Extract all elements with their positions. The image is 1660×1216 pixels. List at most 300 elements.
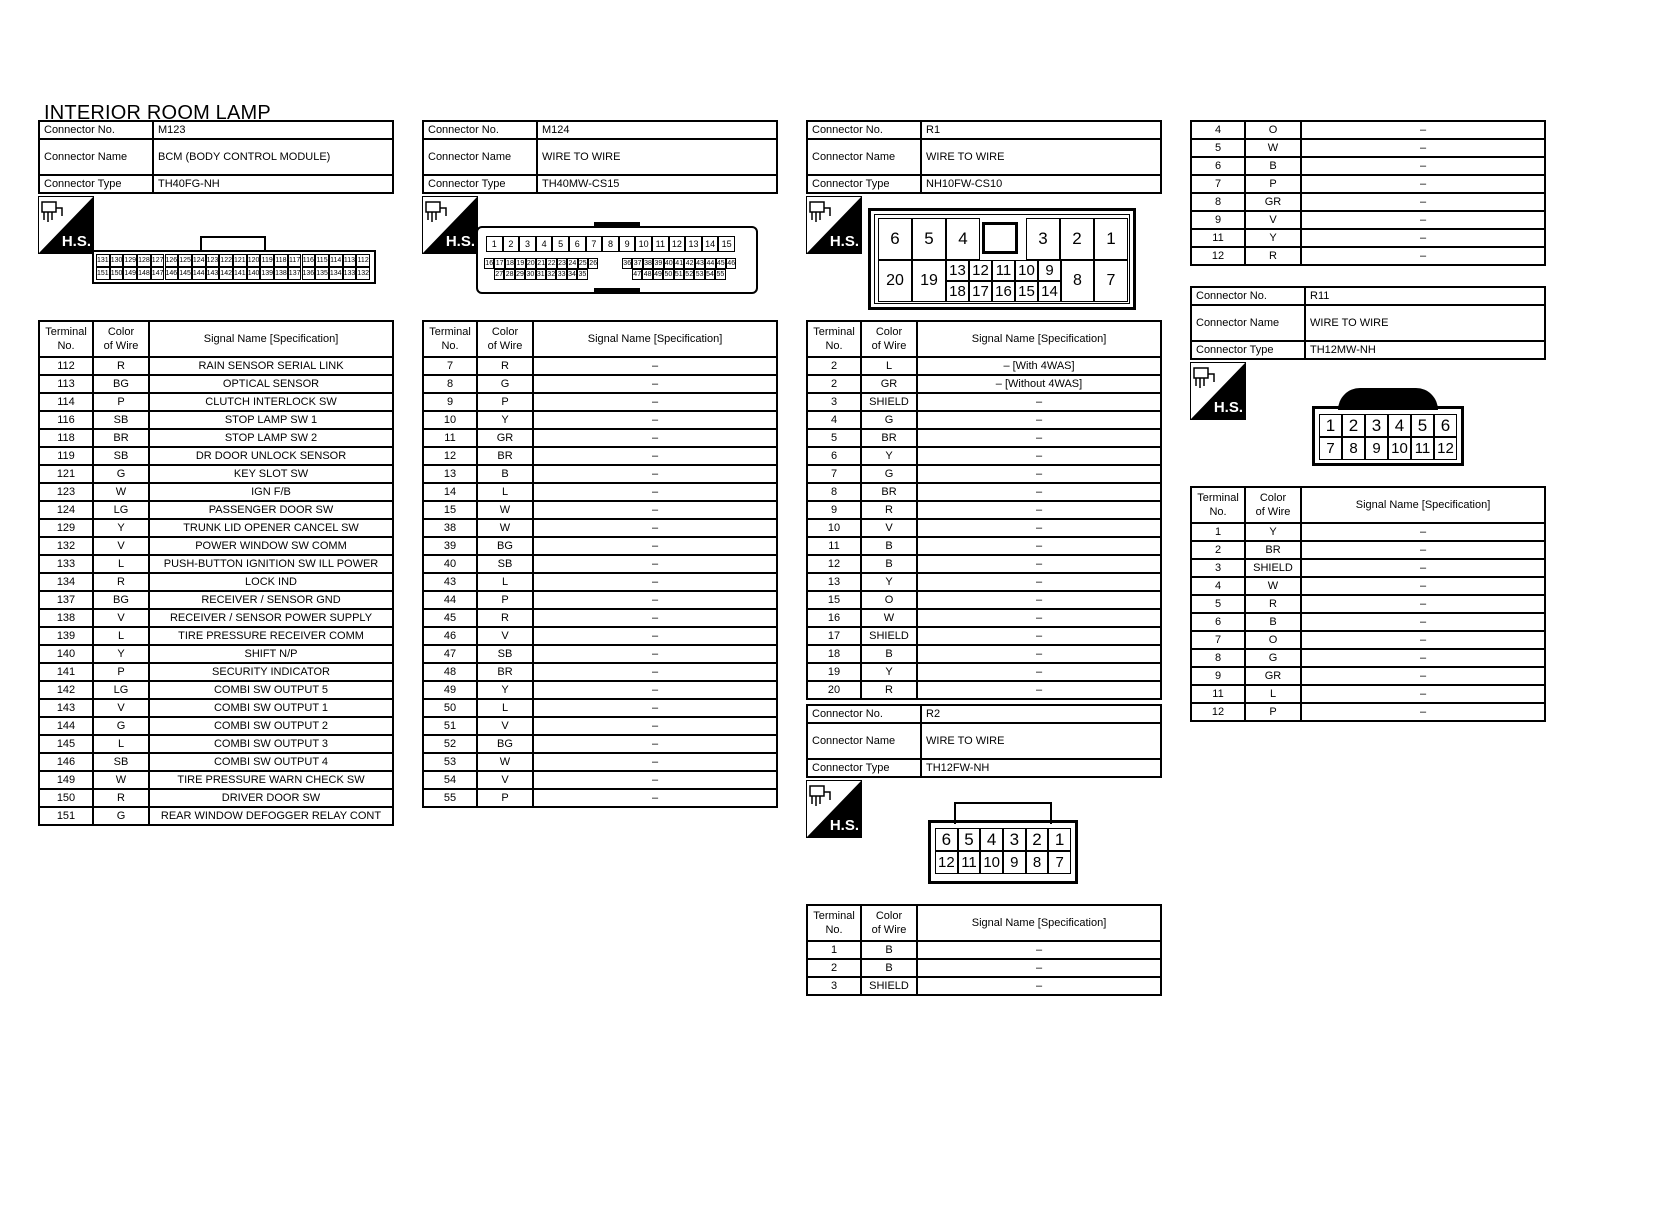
table-row bbox=[39, 699, 393, 717]
header-color-line1: Color bbox=[875, 910, 903, 922]
connector-key bbox=[594, 222, 640, 228]
signal-name: – bbox=[533, 627, 777, 645]
wire-color: L bbox=[93, 735, 149, 753]
terminal-no: 14 bbox=[423, 483, 477, 501]
table-row bbox=[423, 717, 777, 735]
table-header bbox=[423, 321, 777, 357]
wire-color: Y bbox=[93, 519, 149, 537]
wire-color: V bbox=[93, 699, 149, 717]
terminal-no: 40 bbox=[423, 555, 477, 573]
signal-name: – bbox=[533, 555, 777, 573]
signal-name: – bbox=[1301, 685, 1545, 703]
wire-color: P bbox=[1245, 703, 1301, 721]
wire-color: P bbox=[477, 591, 533, 609]
terminal-cell: 123 bbox=[206, 254, 220, 267]
terminal-cell: 40 bbox=[664, 260, 673, 267]
signal-name: DR DOOR UNLOCK SENSOR bbox=[149, 447, 393, 465]
label-connector-name: Connector Name bbox=[807, 139, 921, 175]
signal-name: – bbox=[1301, 139, 1545, 157]
terminal-no: 17 bbox=[807, 627, 861, 645]
signal-name: COMBI SW OUTPUT 2 bbox=[149, 717, 393, 735]
table-row bbox=[807, 411, 1161, 429]
terminal-cell: 19 bbox=[912, 260, 946, 302]
signal-name: – bbox=[1301, 121, 1545, 139]
table-row bbox=[423, 663, 777, 681]
terminal-cell: 28 bbox=[505, 271, 514, 278]
label-connector-no: Connector No. bbox=[1191, 287, 1305, 305]
signal-name: – bbox=[1301, 523, 1545, 541]
connector-info-m124 bbox=[422, 120, 778, 194]
terminal-no: 10 bbox=[423, 411, 477, 429]
table-row bbox=[1191, 247, 1545, 265]
signal-name: – bbox=[533, 537, 777, 555]
wire-color: BR bbox=[477, 663, 533, 681]
terminal-cell: 5 bbox=[1411, 414, 1434, 437]
terminal-no: 11 bbox=[1191, 229, 1245, 247]
label-connector-no: Connector No. bbox=[807, 705, 921, 723]
terminal-cell: 11 bbox=[992, 260, 1015, 281]
wire-color: R bbox=[1245, 247, 1301, 265]
header-terminal-line2: No. bbox=[57, 340, 75, 352]
terminal-cell: 129 bbox=[123, 254, 137, 267]
table-row bbox=[423, 573, 777, 591]
signal-name: – bbox=[917, 411, 1161, 429]
signal-name: – bbox=[533, 645, 777, 663]
table-row bbox=[807, 645, 1161, 663]
wire-color: G bbox=[93, 807, 149, 825]
terminal-cell: 1 bbox=[1319, 414, 1342, 437]
terminal-cell: 9 bbox=[1003, 851, 1026, 874]
signal-table-m124 bbox=[422, 320, 778, 808]
wire-color: LG bbox=[93, 501, 149, 519]
signal-name: RAIN SENSOR SERIAL LINK bbox=[149, 357, 393, 375]
terminal-cell: 25 bbox=[578, 260, 587, 267]
connector-info-r1 bbox=[806, 120, 1162, 194]
terminal-cell: 140 bbox=[247, 267, 261, 280]
table-row bbox=[423, 645, 777, 663]
terminal-cell: 2 bbox=[1060, 218, 1094, 260]
header-terminal-no bbox=[807, 905, 861, 941]
wire-color: GR bbox=[477, 429, 533, 447]
signal-name: – bbox=[1301, 229, 1545, 247]
table-header bbox=[807, 905, 1161, 941]
terminal-cell: 5 bbox=[958, 828, 981, 851]
header-terminal-no bbox=[423, 321, 477, 357]
signal-name: – bbox=[1301, 175, 1545, 193]
table-row bbox=[39, 447, 393, 465]
wire-color: SB bbox=[477, 645, 533, 663]
terminal-cell: 43 bbox=[696, 260, 704, 267]
terminal-cell: 16 bbox=[485, 260, 494, 267]
terminal-cell: 1 bbox=[1094, 218, 1128, 260]
signal-name: – bbox=[1301, 577, 1545, 595]
terminal-cell: 8 bbox=[1026, 851, 1049, 874]
label-connector-type: Connector Type bbox=[807, 759, 921, 777]
terminal-no: 12 bbox=[1191, 247, 1245, 265]
label-connector-type: Connector Type bbox=[39, 175, 153, 193]
wire-color: W bbox=[1245, 577, 1301, 595]
terminal-cell: 117 bbox=[288, 254, 302, 267]
table-row bbox=[423, 681, 777, 699]
wire-color: R bbox=[861, 681, 917, 699]
connector-blank-cavity bbox=[982, 222, 1018, 254]
hs-label: H.S. bbox=[1213, 399, 1243, 416]
wire-color: L bbox=[93, 627, 149, 645]
header-color-line2: of Wire bbox=[103, 340, 139, 352]
header-color-line2: of Wire bbox=[871, 924, 907, 936]
terminal-cell: 34 bbox=[568, 271, 576, 278]
table-row bbox=[39, 573, 393, 591]
terminal-no: 3 bbox=[1191, 559, 1245, 577]
terminal-no: 4 bbox=[1191, 577, 1245, 595]
signal-name: – bbox=[533, 681, 777, 699]
signal-name: – [With 4WAS] bbox=[917, 357, 1161, 375]
terminal-no: 139 bbox=[39, 627, 93, 645]
terminal-no: 141 bbox=[39, 663, 93, 681]
terminal-no: 11 bbox=[423, 429, 477, 447]
terminal-no: 9 bbox=[1191, 211, 1245, 229]
terminal-no: 2 bbox=[1191, 541, 1245, 559]
terminal-cell: 9 bbox=[1038, 260, 1061, 281]
signal-name: – bbox=[1301, 211, 1545, 229]
terminal-cell: 10 bbox=[1015, 260, 1038, 281]
wire-color: W bbox=[861, 609, 917, 627]
connector-type: TH12MW-NH bbox=[1305, 341, 1545, 359]
signal-name: – bbox=[533, 753, 777, 771]
terminal-no: 116 bbox=[39, 411, 93, 429]
terminal-cell: 26 bbox=[589, 260, 598, 267]
signal-name: – bbox=[917, 393, 1161, 411]
harness-side-icon bbox=[806, 196, 862, 254]
header-signal-name: Signal Name [Specification] bbox=[1301, 487, 1545, 523]
terminal-cell: 131 bbox=[96, 254, 110, 267]
terminal-no: 15 bbox=[807, 591, 861, 609]
terminal-no: 12 bbox=[807, 555, 861, 573]
wire-color: P bbox=[477, 789, 533, 807]
connector-name: WIRE TO WIRE bbox=[921, 723, 1161, 759]
header-terminal-line1: Terminal bbox=[813, 910, 855, 922]
signal-name: – bbox=[917, 519, 1161, 537]
table-row bbox=[39, 663, 393, 681]
wire-color: BR bbox=[93, 429, 149, 447]
label-connector-type: Connector Type bbox=[1191, 341, 1305, 359]
terminal-cell: 30 bbox=[526, 271, 535, 278]
header-terminal-line1: Terminal bbox=[1197, 492, 1239, 504]
signal-name: SHIFT N/P bbox=[149, 645, 393, 663]
signal-table-r11 bbox=[1190, 486, 1546, 722]
terminal-no: 149 bbox=[39, 771, 93, 789]
label-connector-name: Connector Name bbox=[1191, 305, 1305, 341]
header-color-line1: Color bbox=[1259, 492, 1287, 504]
terminal-cell: 41 bbox=[675, 260, 684, 267]
signal-name: – bbox=[917, 537, 1161, 555]
terminal-no: 5 bbox=[1191, 139, 1245, 157]
wire-color: GR bbox=[861, 375, 917, 393]
table-row bbox=[807, 555, 1161, 573]
signal-name: – bbox=[917, 609, 1161, 627]
signal-table-r1 bbox=[806, 320, 1162, 700]
signal-name: – bbox=[1301, 631, 1545, 649]
signal-name: – bbox=[917, 447, 1161, 465]
wire-color: R bbox=[93, 789, 149, 807]
terminal-no: 46 bbox=[423, 627, 477, 645]
signal-name: – bbox=[917, 465, 1161, 483]
terminal-cell: 7 bbox=[1048, 851, 1071, 874]
terminal-no: 2 bbox=[807, 375, 861, 393]
terminal-cell: 17 bbox=[495, 260, 504, 267]
label-connector-type: Connector Type bbox=[423, 175, 537, 193]
table-row bbox=[423, 447, 777, 465]
terminal-no: 114 bbox=[39, 393, 93, 411]
header-color-of-wire bbox=[477, 321, 533, 357]
signal-name: – bbox=[533, 519, 777, 537]
terminal-cell: 3 bbox=[519, 236, 536, 252]
wire-color: O bbox=[1245, 631, 1301, 649]
terminal-cell: 55 bbox=[716, 271, 725, 278]
connector-face-m123 bbox=[92, 236, 376, 284]
table-row bbox=[423, 537, 777, 555]
table-row bbox=[423, 501, 777, 519]
signal-name: – bbox=[533, 591, 777, 609]
signal-name: – bbox=[1301, 595, 1545, 613]
terminal-cell: 138 bbox=[274, 267, 288, 280]
wire-color: G bbox=[1245, 649, 1301, 667]
terminal-no: 11 bbox=[1191, 685, 1245, 703]
header-color-of-wire bbox=[861, 905, 917, 941]
wire-color: L bbox=[1245, 685, 1301, 703]
wire-color: BG bbox=[477, 735, 533, 753]
terminal-cell: 27 bbox=[495, 271, 504, 278]
connector-no: R11 bbox=[1305, 287, 1545, 305]
terminal-cell: 4 bbox=[1388, 414, 1411, 437]
table-row bbox=[39, 717, 393, 735]
table-row bbox=[423, 771, 777, 789]
table-row bbox=[807, 483, 1161, 501]
terminal-cell: 15 bbox=[718, 236, 735, 252]
signal-name: – bbox=[1301, 703, 1545, 721]
terminal-cell: 112 bbox=[356, 254, 370, 267]
table-row bbox=[423, 357, 777, 375]
terminal-cell: 9 bbox=[619, 236, 636, 252]
terminal-cell: 20 bbox=[878, 260, 912, 302]
connector-type: TH40MW-CS15 bbox=[537, 175, 777, 193]
terminal-cell: 50 bbox=[664, 271, 673, 278]
header-color-line1: Color bbox=[107, 326, 135, 338]
terminal-no: 53 bbox=[423, 753, 477, 771]
terminal-cell: 24 bbox=[568, 260, 577, 267]
wire-color: L bbox=[93, 555, 149, 573]
table-row bbox=[807, 375, 1161, 393]
terminal-cell: 145 bbox=[178, 267, 192, 280]
terminal-no: 39 bbox=[423, 537, 477, 555]
connector-info-r2 bbox=[806, 704, 1162, 778]
table-row bbox=[39, 357, 393, 375]
terminal-no: 6 bbox=[1191, 613, 1245, 631]
connector-face-m124 bbox=[476, 222, 758, 296]
connector-no: R2 bbox=[921, 705, 1161, 723]
table-row bbox=[1191, 541, 1545, 559]
table-header bbox=[1191, 487, 1545, 523]
terminal-cell: 8 bbox=[1061, 260, 1094, 302]
table-row bbox=[1191, 157, 1545, 175]
wire-color: R bbox=[477, 357, 533, 375]
wire-color: SHIELD bbox=[861, 627, 917, 645]
table-row bbox=[39, 807, 393, 825]
connector-face-r1 bbox=[868, 208, 1136, 310]
terminal-no: 7 bbox=[807, 465, 861, 483]
signal-name: – bbox=[533, 663, 777, 681]
connector-face-r11 bbox=[1312, 388, 1464, 466]
terminal-cell: 38 bbox=[644, 260, 652, 267]
terminal-no: 20 bbox=[807, 681, 861, 699]
terminal-cell: 125 bbox=[178, 254, 192, 267]
terminal-no: 132 bbox=[39, 537, 93, 555]
terminal-cell: 121 bbox=[233, 254, 247, 267]
terminal-no: 55 bbox=[423, 789, 477, 807]
terminal-no: 9 bbox=[1191, 667, 1245, 685]
signal-table-m123 bbox=[38, 320, 394, 826]
terminal-no: 10 bbox=[807, 519, 861, 537]
wire-color: R bbox=[93, 357, 149, 375]
terminal-cell: 16 bbox=[992, 281, 1015, 302]
signal-name: – bbox=[917, 959, 1161, 977]
signal-name: COMBI SW OUTPUT 1 bbox=[149, 699, 393, 717]
terminal-no: 8 bbox=[1191, 193, 1245, 211]
terminal-no: 15 bbox=[423, 501, 477, 519]
wire-color: B bbox=[861, 941, 917, 959]
wire-color: SHIELD bbox=[861, 393, 917, 411]
terminal-cell: 51 bbox=[674, 271, 683, 278]
wire-color: G bbox=[93, 465, 149, 483]
header-color-line1: Color bbox=[491, 326, 519, 338]
terminal-cell: 118 bbox=[274, 254, 288, 267]
header-signal-name: Signal Name [Specification] bbox=[917, 905, 1161, 941]
header-terminal-no bbox=[39, 321, 93, 357]
signal-name: – bbox=[917, 573, 1161, 591]
terminal-cell: 134 bbox=[329, 267, 343, 280]
signal-name: COMBI SW OUTPUT 5 bbox=[149, 681, 393, 699]
terminal-cell: 23 bbox=[558, 260, 566, 267]
terminal-cell: 6 bbox=[878, 218, 912, 260]
terminal-no: 143 bbox=[39, 699, 93, 717]
table-row bbox=[39, 789, 393, 807]
wire-color: GR bbox=[1245, 193, 1301, 211]
terminal-cell: 132 bbox=[356, 267, 370, 280]
terminal-no: 121 bbox=[39, 465, 93, 483]
terminal-no: 38 bbox=[423, 519, 477, 537]
terminal-cell: 12 bbox=[1434, 437, 1457, 460]
connector-name: WIRE TO WIRE bbox=[921, 139, 1161, 175]
terminal-cell: 144 bbox=[192, 267, 206, 280]
terminal-cell: 48 bbox=[643, 271, 652, 278]
terminal-cell: 124 bbox=[192, 254, 206, 267]
terminal-cell: 128 bbox=[137, 254, 151, 267]
signal-name: DRIVER DOOR SW bbox=[149, 789, 393, 807]
label-connector-no: Connector No. bbox=[39, 121, 153, 139]
terminal-cell: 133 bbox=[343, 267, 357, 280]
wire-color: P bbox=[93, 393, 149, 411]
wire-color: W bbox=[477, 519, 533, 537]
terminal-cell: 143 bbox=[206, 267, 220, 280]
table-header bbox=[39, 321, 393, 357]
terminal-no: 1 bbox=[807, 941, 861, 959]
table-row bbox=[423, 519, 777, 537]
terminal-cell: 6 bbox=[1434, 414, 1457, 437]
terminal-cell: 39 bbox=[654, 260, 663, 267]
hs-label: H.S. bbox=[61, 233, 91, 250]
terminal-cell: 46 bbox=[727, 260, 736, 267]
table-row bbox=[1191, 577, 1545, 595]
terminal-cell: 126 bbox=[165, 254, 179, 267]
terminal-no: 140 bbox=[39, 645, 93, 663]
terminal-no: 50 bbox=[423, 699, 477, 717]
wire-color: SB bbox=[477, 555, 533, 573]
signal-name: TIRE PRESSURE WARN CHECK SW bbox=[149, 771, 393, 789]
wire-color: Y bbox=[861, 663, 917, 681]
wire-color: SHIELD bbox=[1245, 559, 1301, 577]
terminal-cell: 44 bbox=[706, 260, 715, 267]
terminal-no: 137 bbox=[39, 591, 93, 609]
terminal-cell: 11 bbox=[652, 236, 669, 252]
terminal-no: 13 bbox=[807, 573, 861, 591]
terminal-cell: 54 bbox=[706, 271, 714, 278]
terminal-cell: 119 bbox=[260, 254, 274, 267]
connector-name: WIRE TO WIRE bbox=[537, 139, 777, 175]
wire-color: SB bbox=[93, 753, 149, 771]
header-terminal-line2: No. bbox=[825, 340, 843, 352]
wire-color: V bbox=[93, 537, 149, 555]
signal-name: – bbox=[533, 735, 777, 753]
header-terminal-line1: Terminal bbox=[429, 326, 471, 338]
table-row bbox=[1191, 175, 1545, 193]
terminal-no: 18 bbox=[807, 645, 861, 663]
terminal-no: 150 bbox=[39, 789, 93, 807]
table-row bbox=[807, 573, 1161, 591]
wire-color: G bbox=[477, 375, 533, 393]
wire-color: R bbox=[861, 501, 917, 519]
terminal-no: 47 bbox=[423, 645, 477, 663]
terminal-cell: 35 bbox=[578, 271, 587, 278]
terminal-cell: 3 bbox=[1003, 828, 1026, 851]
table-row bbox=[423, 429, 777, 447]
connector-info-m123 bbox=[38, 120, 394, 194]
signal-name: – bbox=[533, 465, 777, 483]
terminal-cell: 4 bbox=[946, 218, 980, 260]
terminal-cell: 11 bbox=[958, 851, 981, 874]
signal-name: – bbox=[917, 663, 1161, 681]
terminal-no: 118 bbox=[39, 429, 93, 447]
table-row bbox=[1191, 211, 1545, 229]
table-row bbox=[39, 555, 393, 573]
table-row bbox=[39, 627, 393, 645]
signal-name: POWER WINDOW SW COMM bbox=[149, 537, 393, 555]
terminal-cell: 6 bbox=[935, 828, 958, 851]
wire-color: P bbox=[477, 393, 533, 411]
terminal-no: 145 bbox=[39, 735, 93, 753]
table-row bbox=[39, 375, 393, 393]
wire-color: B bbox=[1245, 613, 1301, 631]
header-color-line1: Color bbox=[875, 326, 903, 338]
terminal-no: 5 bbox=[807, 429, 861, 447]
table-row bbox=[807, 519, 1161, 537]
table-row bbox=[39, 753, 393, 771]
signal-name: LOCK IND bbox=[149, 573, 393, 591]
terminal-cell: 7 bbox=[1094, 260, 1128, 302]
terminal-cell: 151 bbox=[96, 267, 110, 280]
table-row bbox=[39, 465, 393, 483]
terminal-cell: 2 bbox=[503, 236, 520, 252]
table-row bbox=[423, 735, 777, 753]
